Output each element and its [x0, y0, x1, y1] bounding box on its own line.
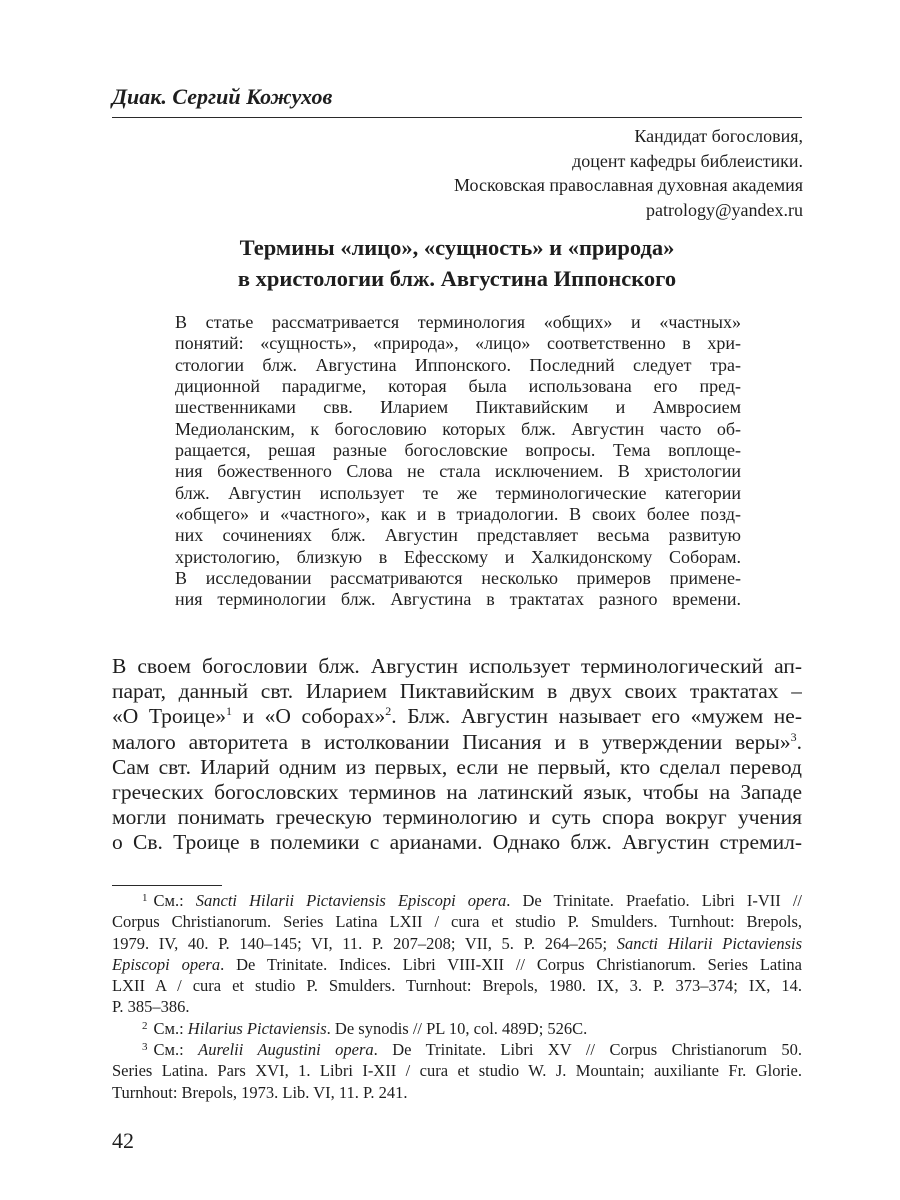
body-line: о Св. Троице в полемики с арианами. Однако блж. Августин стремил- [112, 830, 802, 855]
footnote-line: Turnhout: Brepols, 1973. Lib. VI, 11. P. 241. [112, 1082, 408, 1102]
footnote-line: LXII A / cura et studio P. Smulders. Turnhout: Brepols, 1980. IX, 3. P. 373–374; IX, 14. [112, 976, 802, 996]
abstract-line: «общего» и «частного», как и в триадологии. В своих более позд- [175, 504, 741, 525]
abstract-line: понятий: «сущность», «природа», «лицо» соответственно в хри- [175, 333, 741, 354]
footnote-line: Series Latina. Pars XVI, 1. Libri I-XII / cura et studio W. J. Mountain; auxiliante Fr. Glorie. [112, 1061, 802, 1081]
footnote-ref[interactable]: 1 [225, 704, 232, 719]
abstract-line: диционной парадигме, которая была использована его пред- [175, 376, 741, 397]
abstract-line: стологии блж. Августина Иппонского. Последний следует тра- [175, 354, 741, 375]
footnote-2: $^2$ См.: Hilarius Pictaviensis. De synodis // PL 10, col. 489D; 526C. [142, 1018, 588, 1038]
author-name: Диак. Сергий Кожухов [112, 84, 333, 109]
footnote-ref[interactable]: 3 [790, 729, 797, 744]
affiliation-institution: Московская православная духовная академия [453, 175, 803, 196]
article-title [112, 232, 802, 294]
body-line: «О Троице»$^1$ и «О соборах»$^2$. Блж. Августин называет его «мужем не- [112, 704, 802, 729]
abstract-line: шественниками свв. Иларием Пиктавийским и Амвросием [175, 397, 741, 418]
body-line: Сам свт. Иларий одним из первых, если не первый, кто сделал перевод [112, 754, 802, 779]
affiliation-position: доцент кафедры библеистики. [572, 150, 803, 171]
body-line: В своем богословии блж. Августин использует терминологический ап- [112, 654, 802, 678]
author-affiliation [283, 124, 803, 222]
abstract-line: ния божественного Слова не стала исключением. В христологии [175, 461, 741, 482]
body-text [112, 654, 802, 856]
footnotes [112, 890, 802, 1103]
page-number: 42 [112, 1128, 134, 1153]
abstract-line: В исследовании рассматриваются несколько примеров примене- [175, 568, 741, 589]
body-line: греческих богословских терминов на латинский язык, чтобы на Западе [112, 779, 802, 804]
footnote-line: 1979. IV, 40. P. 140–145; VI, 11. P. 207–208; VII, 5. P. 264–265; Sancti Hilarii Pictaviensis [112, 933, 802, 953]
body-line: малого авторитета в истолковании Писания и в утверждении веры»$^3$. [112, 729, 802, 754]
header-rule [112, 117, 802, 118]
abstract-line: христологию, близкую в Ефесскому и Халкидонскому Соборам. [175, 546, 741, 567]
title-line: в христологии блж. Августина Иппонского [237, 266, 677, 291]
footnote-separator [112, 885, 222, 886]
body-line: парат, данный свт. Иларием Пиктавийским в двух своих трактатах – [112, 679, 802, 704]
footnote-3: $^3$ См.: Aurelii Augustini opera. De Trinitate. Libri XV // Corpus Christianorum 50. [142, 1040, 802, 1060]
affiliation-degree: Кандидат богословия, [634, 126, 803, 146]
abstract-line: В статье рассматривается терминология «общих» и «частных» [175, 312, 741, 332]
abstract-line: ния терминологии блж. Августина в трактатах разного времени. [175, 589, 741, 610]
abstract-line: ращается, решая разные богословские вопросы. Тема воплоще- [175, 440, 741, 461]
body-line: могли понимать греческую терминологию и суть спора вокруг учения [112, 805, 802, 830]
title-line: Термины «лицо», «сущность» и «природа» [239, 235, 675, 260]
footnote-line: Episcopi opera. De Trinitate. Indices. Libri VIII-XII // Corpus Christianorum. Series Latina [112, 954, 802, 974]
footnote-1: $^1$ См.: Sancti Hilarii Pictaviensis Episcopi opera. De Trinitate. Praefatio. Libri I-VII // [142, 891, 802, 910]
affiliation-email: patrology@yandex.ru [645, 199, 803, 220]
abstract-line: блж. Августин использует те же терминологические категории [175, 482, 741, 503]
footnote-line: P. 385–386. [112, 997, 190, 1017]
abstract [175, 312, 741, 611]
abstract-line: них сочинениях блж. Августин представляет весьма развитую [175, 525, 741, 546]
footnote-ref[interactable]: 2 [385, 704, 392, 719]
abstract-line: Медиоланским, к богословию которых блж. Августин часто об- [175, 418, 741, 439]
footnote-line: Corpus Christianorum. Series Latina LXII / cura et studio P. Smulders. Turnhout: Brepols, [112, 912, 802, 932]
